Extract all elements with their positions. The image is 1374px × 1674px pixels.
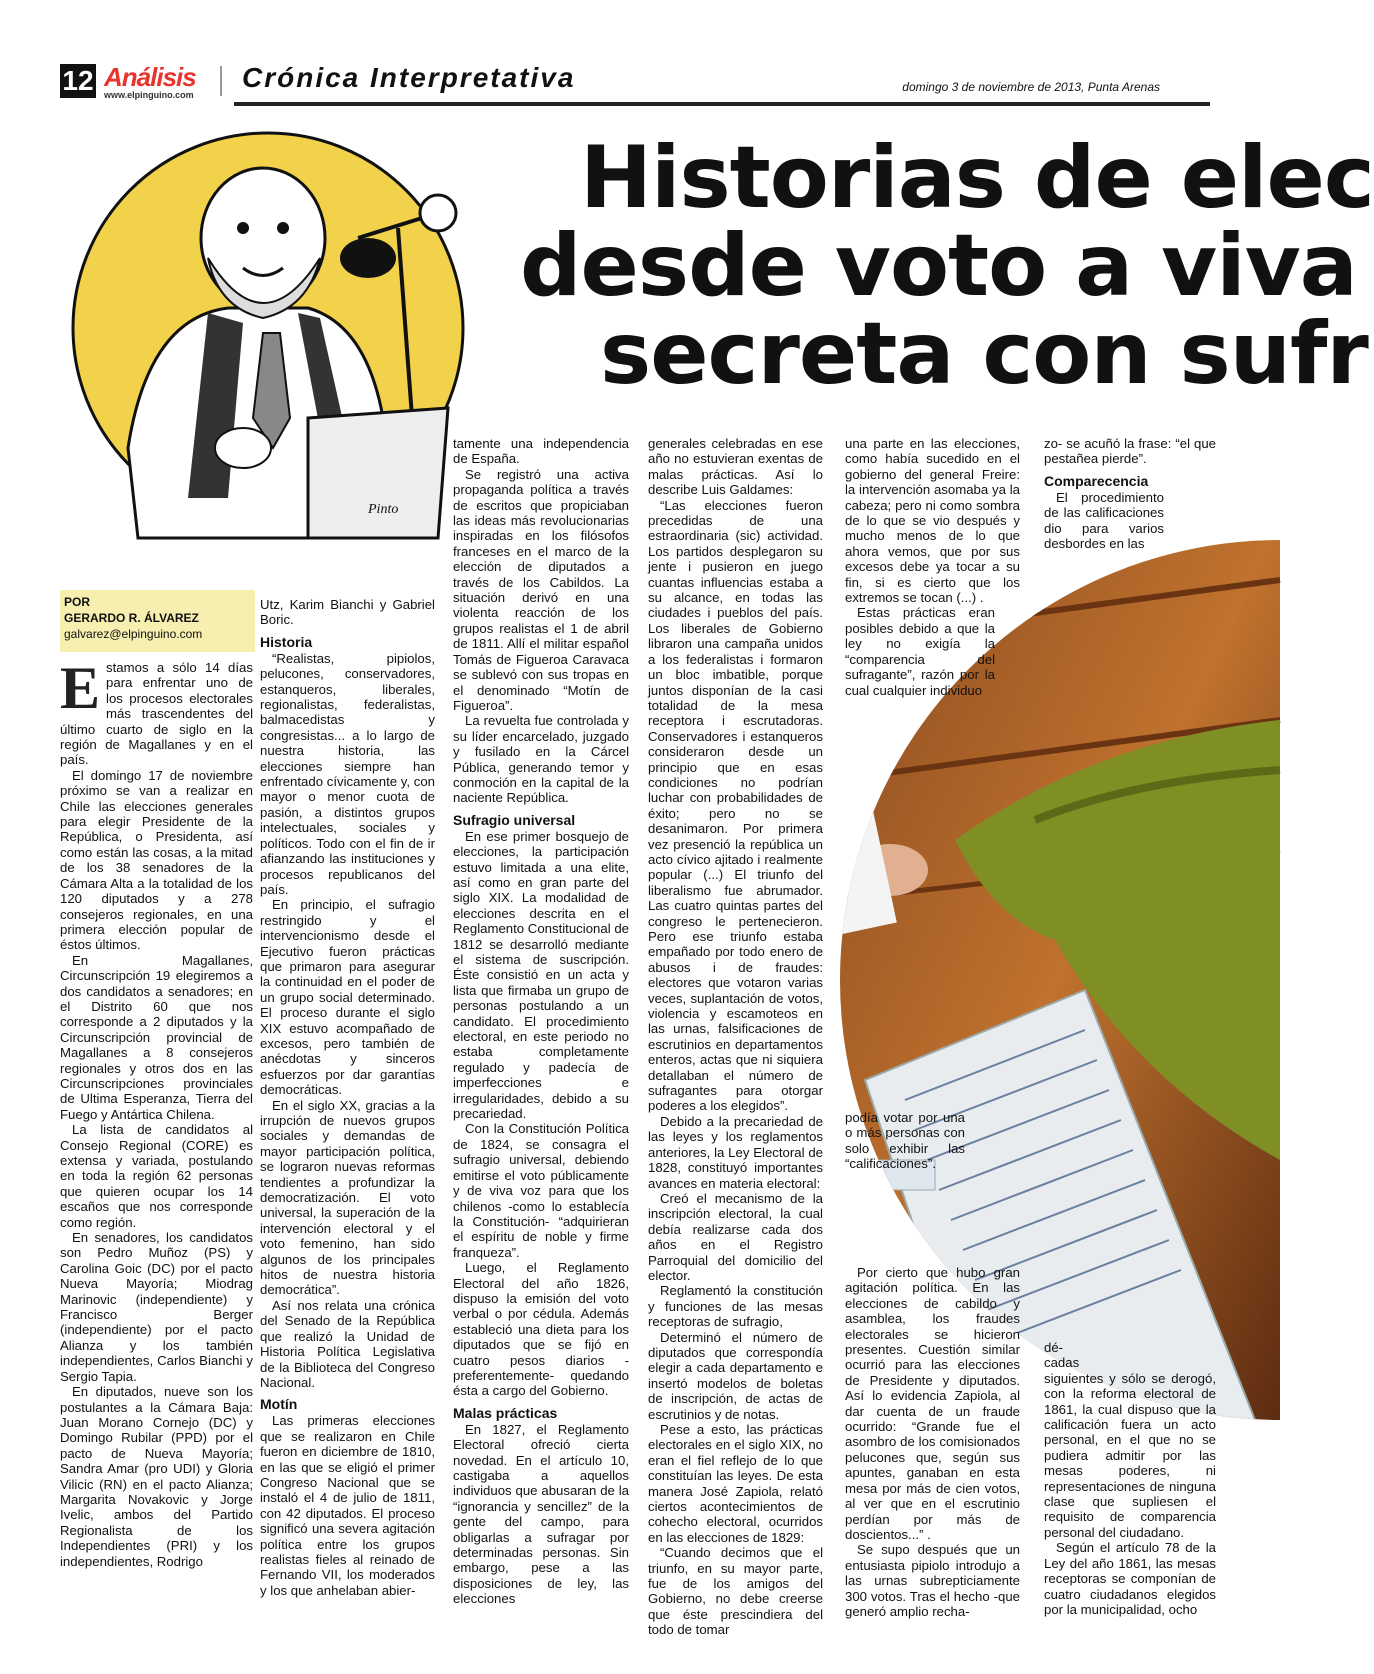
text-column-2 bbox=[260, 597, 435, 1598]
headline-line-1: Historias de elec bbox=[580, 128, 1374, 228]
paragraph-fragment: dé- bbox=[1044, 1340, 1064, 1355]
paragraph: La lista de candidatos al Consejo Regional (CORE) es extensa y variada, postulando en toda la región 62 personas que quieren ocupar los 14 escaños que nos corresponde como región. bbox=[60, 1122, 253, 1230]
paragraph: Con la Constitución Política de 1824, se consagra el sufragio universal, debiendo emitirse el voto públicamente y de viva voz para que los chilenos -como lo establecía la Constitución- “adquirieran el espíritu de noble y firme franqueza”. bbox=[453, 1121, 629, 1260]
paragraph: Determinó el número de diputados que correspondía elegir a cada departamento e insertó modelos de boletas de inscripción, de actas de escrutinios y de notas. bbox=[648, 1329, 823, 1422]
paragraph: zo- se acuñó la frase: “el que pestañea pierde”. bbox=[1044, 436, 1216, 467]
subheading-comparecencia: Comparecencia bbox=[1044, 472, 1149, 489]
text-column-1 bbox=[60, 655, 253, 1569]
paragraph: “Cuando decimos que el triunfo, en su mayor parte, fue de los amigos del Gobierno, no debe creerse que éste prescindiera del todo de tomar bbox=[648, 1545, 823, 1638]
paragraph: podía votar por una o más personas con solo exhibir las “calificaciones”. bbox=[845, 1110, 965, 1172]
header-rule bbox=[234, 102, 1210, 106]
paragraph: En el siglo XX, gracias a la irrupción de nuevos grupos sociales y demandas de mayor participación política, se lograron nuevas reformas tendientes a profundizar la democratización. El voto universal, la superación de la intervención electoral y el voto femenino, han sido algunos de los principales hitos de nuestra historia democrática”. bbox=[260, 1097, 435, 1298]
paragraph: Creó el mecanismo de la inscripción electoral, la cual debía realizarse cada dos años en el Registro Parroquial del domicilio del elector. bbox=[648, 1190, 823, 1283]
drop-cap: E bbox=[60, 655, 101, 721]
paragraph: “Las elecciones fueron precedidas de una estraordinaria (sic) actividad. Los partidos desplegaron su jente i pusieron en juego cuantas influencias estaba a su alcance, en todas las ciudades i pueblos del país. Los liberales de Gobierno libraron una campaña unidos a los federalistas i formaron un bloc imbatible, porque juntos disponían de la casi totalidad de la mesa receptora i escrutadoras. Conservadores i estanqueros consideraron desde un principio que en esas condiciones no podrían luchar con probabilidades de éxito; pero no se desanimaron. Por primera vez presenció la república un acto cívico ajitado i realmente popular (...) El triunfo del liberalismo fue abrumador. Las cuatro quintas partes del congreso le pertenecieron. Pero ese triunfo estaba empañado por todo enero de abusos i de fraudes: electores que votaron varias veces, suplantación de votos, violencia y escamoteos en las urnas, falsificaciones de escrutinios en departamentos enteros, actas que ni siquiera detallaban el número de sufragantes para otorgar poderes a los elegidos”. bbox=[648, 497, 823, 1114]
text-column-5-bottom bbox=[845, 1265, 1020, 1619]
text-column-4 bbox=[648, 436, 823, 1638]
paragraph: El procedimiento de las calificaciones dio para varios desbordes en las bbox=[1044, 489, 1164, 552]
paragraph: siguientes y sólo se derogó, con la reforma electoral de 1861, la cual dispuso que la calificación fuera un acto personal, en el que no se pudiera admitir por las mesas poderes, ni representaciones de ninguna clase que supliesen el requisito de comparencia personal del ciudadano. bbox=[1044, 1370, 1216, 1540]
section-title: Crónica Interpretativa bbox=[242, 62, 576, 93]
headline bbox=[450, 128, 1374, 404]
illustrator-signature: Pinto bbox=[368, 502, 399, 517]
text-column-6-bottom bbox=[1044, 1340, 1216, 1617]
paragraph: En diputados, nueve son los postulantes a la Cámara Baja: Juan Morano Cornejo (DC) y Domingo Rubilar (PPD) por el pacto de Nueva Mayoría; Sandra Amar (pro UDI) y Gloria Vilicic (RN) en el pacto Alianza; Margarita Novakovic y Jorge Ivelic, ambos del Partido Regionalista de los Independientes (PRI) y los independientes, Rodrigo bbox=[60, 1384, 253, 1569]
subheading-sufragio: Sufragio universal bbox=[453, 811, 576, 828]
paragraph: Utz, Karim Bianchi y Gabriel Boric. bbox=[260, 597, 435, 628]
paragraph: Se supo después que un entusiasta pipiolo introdujo a las urnas subrepticiamente 300 votos. Tras el hecho -que generó amplio recha- bbox=[845, 1542, 1020, 1619]
paragraph: Así nos relata una crónica del Senado de la República que realizó la Unidad de Historia Política Legislativa de la Biblioteca del Congreso Nacional. bbox=[260, 1297, 435, 1390]
paragraph: En ese primer bosquejo de elecciones, la participación estuvo limitada a una elite, así como en gran parte del siglo XIX. La modalidad de elecciones descrita en el Reglamento Constitucional de 1812 se desarrolló mediante el sistema de suscripción. Éste consistió en un acta y lista que firmaba un grupo de personas postulando a un candidato. El procedimiento electoral, en este periodo no estaba completamente regulado y padecía de imperfecciones e irregularidades, debido a su precariedad. bbox=[453, 828, 629, 1122]
paragraph: generales celebradas en ese año no estuvieran exentas de malas prácticas. Así lo describe Luis Galdames: bbox=[648, 436, 823, 498]
byline-email[interactable]: galvarez@elpinguino.com bbox=[64, 627, 203, 641]
paragraph: Por cierto que hubo gran agitación política. En las elecciones de cabildo y asamblea, los fraudes electorales se hicieron presentes. Cuestión similar ocurrió para las elecciones de Presidente y diputados. Así lo evidencia Zapiola, al dar cuenta de un fraude ocurrido: “Grande fue el asombro de los comisionados pelucones que, según sus apuntes, ganaban en esta mesa por más de cien votos, al ver que en el escrutinio perdían por más de doscientos...” . bbox=[845, 1265, 1020, 1542]
page-header bbox=[60, 58, 1210, 106]
paragraph: La revuelta fue controlada y su líder encarcelado, juzgado y fusilado en la Cárcel Pública, generando temor y conmoción en la capital de la naciente República. bbox=[453, 713, 629, 806]
caricature-drawing bbox=[58, 118, 478, 538]
byline-author: GERARDO R. ÁLVAREZ bbox=[64, 611, 199, 625]
text-column-5 bbox=[845, 436, 1020, 698]
paragraph: tamente una independencia de España. bbox=[453, 436, 629, 467]
paragraph: En 1827, el Reglamento Electoral ofreció cierta novedad. En el artículo 10, castigaba a aquellos individuos que abusaran de la “ignorancia y sencillez” de la gente del campo, para obligarlas a sufragar por determinadas personas. Sin embargo, pese a las disposiciones de ley, las elecciones bbox=[453, 1421, 629, 1607]
page-number: 12 bbox=[60, 64, 96, 98]
paragraph: Según el artículo 78 de la Ley del año 1861, las mesas receptoras se componían de cuatro ciudadanos elegidos por la municipalidad, ocho bbox=[1044, 1540, 1216, 1617]
byline bbox=[60, 590, 255, 652]
subheading-malas-practicas: Malas prácticas bbox=[453, 1404, 558, 1421]
text-column-6 bbox=[1044, 436, 1216, 551]
header-divider bbox=[220, 66, 222, 96]
headline-line-2: desde voto a viva bbox=[520, 216, 1357, 316]
paragraph: Las primeras elecciones que se realizaron en Chile fueron en diciembre de 1810, en las que se eligió el primer Congreso Nacional que se instaló el 4 de julio de 1811, con 42 diputados. El proceso significó una severa agitación política entre los grupos realistas fieles al reinado de Fernando VII, los moderados y los que anhelaban abier- bbox=[260, 1413, 435, 1598]
dateline: domingo 3 de noviembre de 2013, Punta Arenas bbox=[902, 80, 1160, 94]
paragraph: “Realistas, pipiolos, pelucones, conservadores, estanqueros, liberales, regionalistas, federalistas, balmacedistas y congresistas... a lo largo de nuestra historia, las elecciones siempre han enfrentado cívicamente y, con mayor o menor cuota de pasión, a distintos grupos intelectuales, sociales y políticos. Todo con el fin de ir afianzando las instituciones y procesos republicanos del país. bbox=[260, 650, 435, 897]
paragraph: En principio, el sufragio restringido y el intervencionismo desde el Ejecutivo fueron prácticas que primaron para asegurar la continuidad en el poder de un grupo social determinado. El proceso durante el siglo XIX estuvo acompañado de excesos, pero también de anécdotas y sinceros esfuerzos por dar garantías democráticas. bbox=[260, 897, 435, 1098]
headline-line-3: secreta con sufr bbox=[600, 304, 1368, 404]
paragraph-fragment: cadas bbox=[1044, 1355, 1080, 1371]
paragraph: En senadores, los candidatos son Pedro Muñoz (PS) y Carolina Goic (DC) por el pacto Nueva Mayoría; Miodrag Marinovic (independiente) y Francisco Berger (independiente) por el pacto Alianza y los también independientes, Carlos Bianchi y Sergio Tapia. bbox=[60, 1230, 253, 1384]
paragraph: Luego, el Reglamento Electoral del año 1826, dispuso la emisión del voto verbal o por cédula. Además estableció una dieta para los diputados que se fijó en cuatro pesos diarios -preferentemente- quedando ésta a cargo del Gobierno. bbox=[453, 1260, 629, 1399]
website-url[interactable]: www.elpinguino.com bbox=[104, 90, 194, 100]
paragraph: Se registró una activa propaganda política a través de escritos que propiciaban las ideas más revolucionarias inspiradas en los filósofos franceses en el marco de la elección de diputados a través de los Cabildos. La situación derivó en una violenta reacción de los grupos realistas el 1 de abril de 1811. Allí el militar español Tomás de Figueroa Caravaca se sublevó con sus tropas en el denominado “Motín de Figueroa”. bbox=[453, 466, 629, 713]
paragraph: Pese a esto, las prácticas electorales en el siglo XIX, no eran el fiel reflejo de lo que constituían las leyes. De esta manera José Zapiola, relató ciertos acontecimientos de cohecho electoral, ocurridos en las elecciones de 1829: bbox=[648, 1422, 823, 1545]
subheading-motin: Motín bbox=[260, 1396, 298, 1413]
text-column-3 bbox=[453, 436, 629, 1607]
paragraph: Estas prácticas eran posibles debido a que la ley no exigía la “comparencia del sufragante”, razón por la cual cualquier individuo bbox=[845, 605, 995, 698]
subheading-historia: Historia bbox=[260, 633, 313, 650]
paragraph: Estamos a sólo 14 días para enfrentar uno de los procesos electorales más trascendentes del último cuarto de siglo en la región de Magallanes y en el país. bbox=[60, 655, 253, 768]
paragraph: En Magallanes, Circunscripción 19 elegiremos a dos candidatos a senadores; en el Distrito 60 que nos corresponde a 2 diputados y la Circunscripción provincial de Magallanes a 8 consejeros regionales y otros dos en las Circunscripciones provinciales de Ultima Esperanza, Tierra del Fuego y Antártica Chilena. bbox=[60, 952, 253, 1122]
paragraph: El domingo 17 de noviembre próximo se van a realizar en Chile las elecciones generales para elegir Presidente de la República, o Presidenta, así como están las cosas, a la mitad de los 38 senadores de la Cámara Alta a la totalidad de los 120 diputados y a 278 consejeros regionales, en una primera elección popular de éstos últimos. bbox=[60, 767, 253, 953]
paragraph: Reglamentó la constitución y funciones de las mesas receptoras de sufragio, bbox=[648, 1283, 823, 1330]
publication-logo: Análisis bbox=[104, 62, 196, 92]
text-column-5-wrap bbox=[845, 1110, 965, 1172]
paragraph: una parte en las elecciones, como había sucedido en el gobierno del general Freire: la intervención asomaba ya la cabeza; pero ni como sombra de lo que se vio después y mucho menos de lo que ahora vemos, que por sus excesos debe ya tocar a su fin, si es cierto que los extremos se tocan (...) . bbox=[845, 436, 1020, 606]
caricature-illustration bbox=[58, 118, 478, 538]
paragraph: Debido a la precariedad de las leyes y los reglamentos anteriores, la Ley Electoral de 1828, constituyó importantes avances en materia electoral: bbox=[648, 1113, 823, 1191]
byline-por: POR bbox=[64, 595, 91, 609]
